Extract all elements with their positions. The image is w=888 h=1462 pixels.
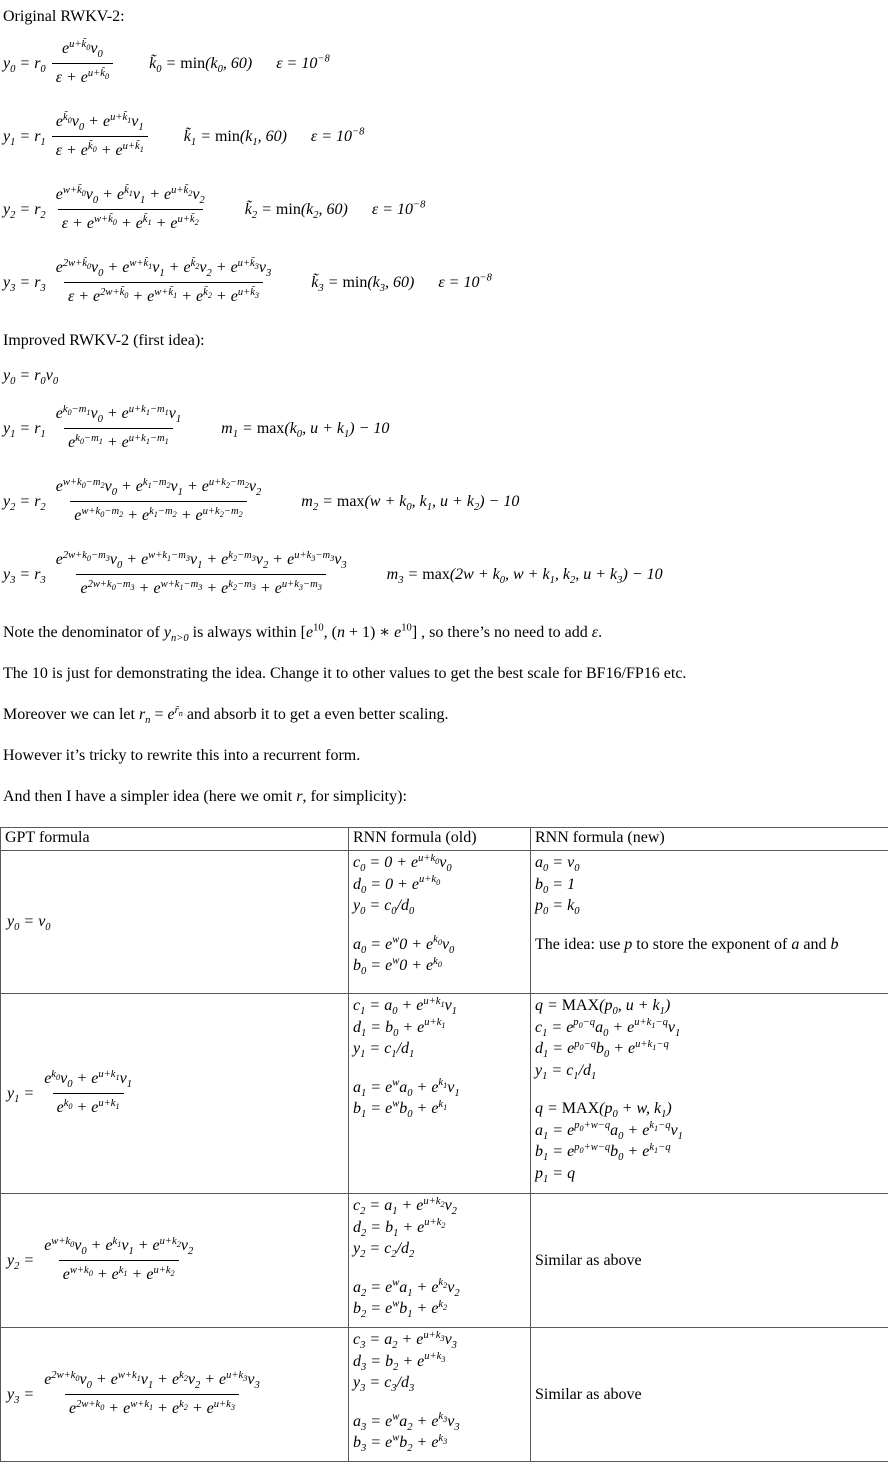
- formula-condition: $m_3 = \max(2w + k_0$, $w + k_1$, $k_2$, $u + k_3) - 10$: [387, 566, 663, 584]
- denominator: $e^{2w+k_0-m_3} + e^{w+k_1-m_3} + e^{k_2-m_3} + e^{u+k_3-m_3}$: [76, 574, 325, 600]
- fraction: [40, 1068, 136, 1119]
- column-header-rnn-old: RNN formula (old): [349, 828, 531, 851]
- rnn-old-y1: $c_1 = a_0 + e^{u+k_1}v_1$ $d_1 = b_0 + e^{u+k_1}$ $y_1 = c_1/d_1$ $a_1 = e^wa_0 + e^{k_1}v_1$ $b_1 = e^wb_0 + e^{k_1}$: [349, 994, 531, 1194]
- rnn-new-y2: Similar as above: [531, 1194, 888, 1328]
- note-recurrent-form: However it’s tricky to rewrite this into a recurrent form.: [0, 745, 888, 766]
- fraction: [52, 476, 266, 527]
- formula-lhs: $y_1 = r_1$: [3, 128, 46, 146]
- numerator: $e^{k_0-m_1}v_0 + e^{u+k_1-m_1}v_1$: [52, 403, 185, 428]
- fraction: [52, 403, 185, 454]
- rnn-new-y1: $q = MAX(p_0$, $u + k_1$) $c_1 = e^{p_0-q}a_0 + e^{u+k_1-q}v_1$ $d_1 = e^{p_0-q}b_0 + e^{u+k_1-q}$ $y_1 = c_1/d_1$ $q = MAX(p_0 + w$, $k_1$) $a_1 = e^{p_0+w-q}a_0 + e^{k_1-q}v_1$ $b_1 = e^{p_0+w-q}b_0 + e^{k_1-q}$ $p_1 = q$: [531, 994, 888, 1194]
- fraction: [52, 549, 351, 600]
- rnn-old-y0: $c_0 = 0 + e^{u+k_0}v_0$ $d_0 = 0 + e^{u+k_0}$ $y_0 = c_0/d_0$ $a_0 = e^w0 + e^{k_0}v_0$ $b_0 = e^w0 + e^{k_0}$: [349, 851, 531, 994]
- numerator: $e^{u+k̃_0}v_0$: [58, 38, 107, 63]
- formula-comparison-table: [0, 827, 888, 1462]
- heading-original-rwkv2: Original RWKV-2:: [0, 6, 888, 27]
- fraction: [52, 184, 209, 235]
- rnn-new-y0: $a_0 = v_0$ $b_0 = 1$ $p_0 = k_0$ The idea: use p to store the exponent of a and b: [531, 851, 888, 994]
- denominator: $\varepsilon + e^{2w+k̃_0} + e^{w+k̃_1} + e^{k̃_2} + e^{u+k̃_3}$: [64, 282, 263, 308]
- formula-lhs: $y_1$ =: [7, 1085, 34, 1103]
- formula-improved-y3: [0, 549, 888, 600]
- numerator: $e^{w+k_0}v_0 + e^{k_1}v_1 + e^{u+k_2}v_2$: [40, 1235, 197, 1260]
- note-absorb-r: Moreover we can let $r_n = e^{r̃_n}$ and absorb it to get a even better scaling.: [0, 704, 888, 725]
- denominator: $e^{2w+k_0} + e^{w+k_1} + e^{k_2} + e^{u+k_3}$: [65, 1394, 239, 1420]
- numerator: $e^{k̃_0}v_0 + e^{u+k̃_1}v_1$: [52, 111, 148, 136]
- numerator: $e^{w+k̃_0}v_0 + e^{k̃_1}v_1 + e^{u+k̃_2}v_2$: [52, 184, 209, 209]
- column-header-rnn-new: RNN formula (new): [531, 828, 888, 851]
- gpt-formula-y1: [1, 994, 349, 1194]
- formula-lhs: $y_1 = r_1$: [3, 420, 46, 438]
- numerator: $e^{2w+k_0}v_0 + e^{w+k_1}v_1 + e^{k_2}v_2 + e^{u+k_3}v_3$: [40, 1369, 264, 1394]
- formula-lhs: $y_3 = r_3$: [3, 274, 46, 292]
- formula-improved-y2: [0, 476, 888, 527]
- formula-original-y3: [0, 257, 888, 308]
- fraction: [40, 1235, 197, 1286]
- denominator: $e^{w+k_0} + e^{k_1} + e^{u+k_2}$: [59, 1260, 179, 1286]
- heading-improved-rwkv2: Improved RWKV-2 (first idea):: [0, 330, 888, 351]
- table-header-row: [1, 828, 888, 851]
- formula-lhs: $y_2 = r_2$: [3, 201, 46, 219]
- note-simpler-idea: And then I have a simpler idea (here we omit r, for simplicity):: [0, 786, 888, 807]
- formula-lhs: $y_2$ =: [7, 1252, 34, 1270]
- denominator: $e^{k_0-m_1} + e^{u+k_1-m_1}$: [64, 428, 173, 454]
- formula-improved-y1: [0, 403, 888, 454]
- formula: $y_0 = v_0$: [7, 913, 51, 931]
- formula-condition: $m_2 = \max(w + k_0$, $k_1$, $u + k_2) - 10$: [301, 493, 519, 511]
- formula-condition: $k̃_0 = \min(k_0$, 60) $\varepsilon = 10^{-8}$: [149, 55, 330, 73]
- denominator: $\varepsilon + e^{u+k̃_0}$: [52, 63, 113, 89]
- gpt-formula-y2: [1, 1194, 349, 1328]
- formula-original-y1: [0, 111, 888, 162]
- table-row-y1: [1, 994, 888, 1194]
- table-row-y3: [1, 1328, 888, 1462]
- table-row-y0: [1, 851, 888, 994]
- table-row-y2: [1, 1194, 888, 1328]
- fraction: [52, 38, 113, 89]
- numerator: $e^{2w+k_0-m_3}v_0 + e^{w+k_1-m_3}v_1 + e^{k_2-m_3}v_2 + e^{u+k_3-m_3}v_3$: [52, 549, 351, 574]
- formula-condition: $k̃_1 = \min(k_1$, 60) $\varepsilon = 10^{-8}$: [184, 128, 365, 146]
- formula-lhs: $y_3$ =: [7, 1386, 34, 1404]
- formula-original-y0: [0, 38, 888, 89]
- note-denominator-range: Note the denominator of $y_{n>0}$ is always within [$e^{10}$, (n + 1) ∗ $e^{10}$] , so there’s no need to add ε.: [0, 622, 888, 643]
- fraction: [52, 111, 148, 162]
- denominator: $\varepsilon + e^{w+k̃_0} + e^{k̃_1} + e^{u+k̃_2}$: [58, 209, 203, 235]
- denominator: $e^{k_0} + e^{u+k_1}$: [53, 1093, 124, 1119]
- formula-condition: $k̃_3 = \min(k_3$, 60) $\varepsilon = 10^{-8}$: [311, 274, 492, 292]
- formula-improved-y0: [0, 367, 888, 385]
- rnn-new-y3: Similar as above: [531, 1328, 888, 1462]
- formula-lhs: $y_0 = r_0$: [3, 55, 46, 73]
- fraction: [40, 1369, 264, 1420]
- gpt-formula-y0: [1, 851, 349, 994]
- note-scale-choice: The 10 is just for demonstrating the idea. Change it to other values to get the best scale for BF16/FP16 etc.: [0, 663, 888, 684]
- formula-condition: $m_1 = \max(k_0$, $u + k_1) - 10$: [221, 420, 389, 438]
- formula-original-y2: [0, 184, 888, 235]
- formula-lhs: $y_2 = r_2$: [3, 493, 46, 511]
- rnn-old-y2: $c_2 = a_1 + e^{u+k_2}v_2$ $d_2 = b_1 + e^{u+k_2}$ $y_2 = c_2/d_2$ $a_2 = e^wa_1 + e^{k_2}v_2$ $b_2 = e^wb_1 + e^{k_2}$: [349, 1194, 531, 1328]
- gpt-formula-y3: [1, 1328, 349, 1462]
- formula-lhs: $y_3 = r_3$: [3, 566, 46, 584]
- denominator: $\varepsilon + e^{k̃_0} + e^{u+k̃_1}$: [52, 136, 148, 162]
- denominator: $e^{w+k_0-m_2} + e^{k_1-m_2} + e^{u+k_2-m_2}$: [70, 501, 246, 527]
- column-header-gpt: GPT formula: [1, 828, 349, 851]
- formula-simple: $y_0 = r_0v_0$: [3, 367, 58, 385]
- numerator: $e^{w+k_0-m_2}v_0 + e^{k_1-m_2}v_1 + e^{u+k_2-m_2}v_2$: [52, 476, 266, 501]
- numerator: $e^{k_0}v_0 + e^{u+k_1}v_1$: [40, 1068, 136, 1093]
- formula-condition: $k̃_2 = \min(k_2$, 60) $\varepsilon = 10^{-8}$: [245, 201, 426, 219]
- numerator: $e^{2w+k̃_0}v_0 + e^{w+k̃_1}v_1 + e^{k̃_2}v_2 + e^{u+k̃_3}v_3$: [52, 257, 276, 282]
- fraction: [52, 257, 276, 308]
- rnn-old-y3: $c_3 = a_2 + e^{u+k_3}v_3$ $d_3 = b_2 + e^{u+k_3}$ $y_3 = c_3/d_3$ $a_3 = e^wa_2 + e^{k_3}v_3$ $b_3 = e^wb_2 + e^{k_3}$: [349, 1328, 531, 1462]
